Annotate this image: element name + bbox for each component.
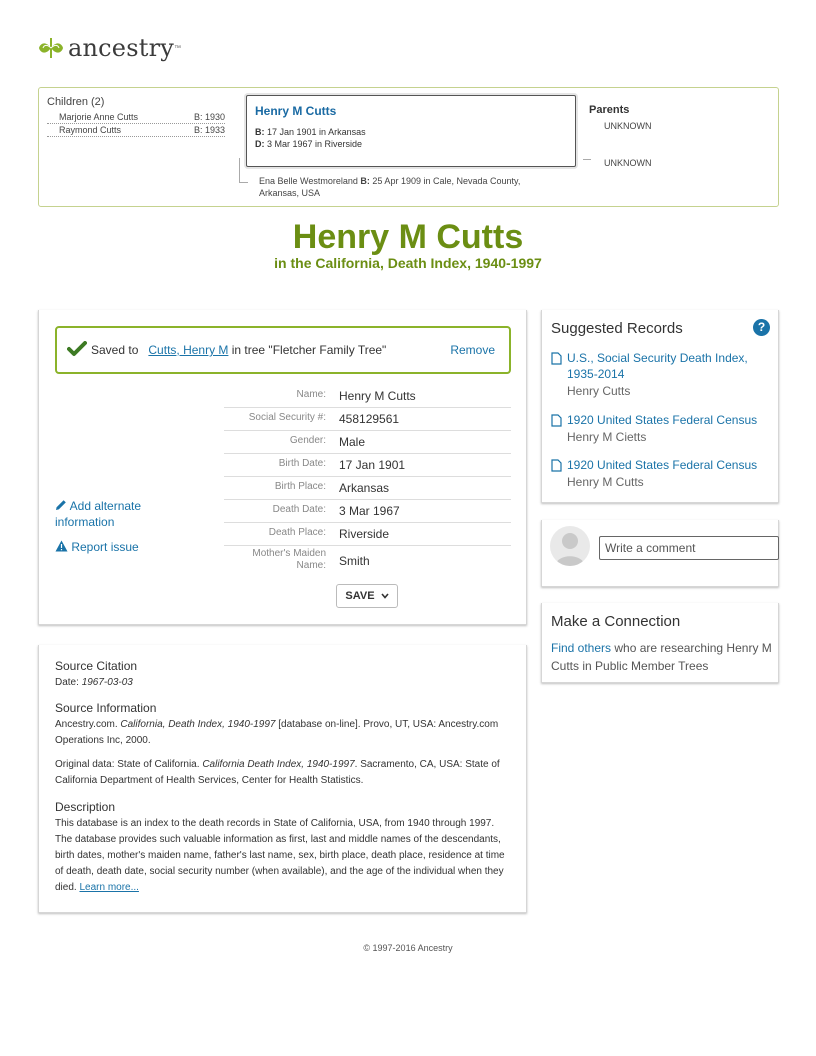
suggested-records-card <box>541 310 779 503</box>
suggested-record-item[interactable] <box>551 350 771 400</box>
page-title: Henry M Cutts <box>292 218 524 256</box>
warning-icon <box>55 540 68 552</box>
source-date: Date: 1967-03-03 <box>55 677 133 688</box>
family-group-panel <box>38 87 779 207</box>
document-icon <box>551 414 562 427</box>
make-connection-card <box>541 603 779 683</box>
add-alternate-label: Add alternate information <box>55 499 142 529</box>
field-label: Birth Place: <box>274 481 326 492</box>
field-value: Riverside <box>339 527 390 541</box>
save-label: SAVE <box>345 590 375 602</box>
trademark: ™ <box>174 44 182 52</box>
learn-more-link[interactable]: Learn more... <box>79 882 139 893</box>
suggested-record-title[interactable]: 1920 United States Federal Census <box>567 413 758 427</box>
suggested-record-person: Henry M Cietts <box>567 430 647 444</box>
field-row-ssn <box>224 408 511 431</box>
suggested-record-item[interactable] <box>551 412 771 446</box>
record-card <box>38 310 527 625</box>
children-title: Children (2) <box>47 96 105 108</box>
ancestry-logo[interactable] <box>38 34 181 62</box>
suggested-record-title[interactable]: 1920 United States Federal Census <box>567 458 758 472</box>
parents-title: Parents <box>589 104 630 116</box>
suggested-record-person: Henry Cutts <box>567 384 631 398</box>
child-name: Marjorie Anne Cutts <box>59 112 139 122</box>
chevron-down-icon <box>381 593 389 599</box>
field-row-gender <box>224 431 511 454</box>
find-others-link[interactable]: Find others <box>551 641 612 655</box>
field-value: 458129561 <box>339 412 400 426</box>
source-info-2: Original data: State of California. California Death Index, 1940-1997. Sacramento, CA, USA: State of California Department of Health Services, Center for Health Statistics. <box>55 759 500 786</box>
suggested-record-title[interactable]: U.S., Social Security Death Index, 1935-2014 <box>567 351 748 381</box>
person-name: Henry M Cutts <box>255 104 337 118</box>
comment-input[interactable]: Write a comment <box>599 536 779 560</box>
parent-mother[interactable]: UNKNOWN <box>604 158 652 168</box>
spouse-birth: 25 Apr 1909 in Cale, Nevada County, Arkansas, USA <box>259 176 521 198</box>
field-value: 17 Jan 1901 <box>339 458 406 472</box>
source-card <box>38 645 527 913</box>
report-issue-label: Report issue <box>71 540 139 554</box>
child-birth: B: 1933 <box>193 125 225 135</box>
person-death: D: 3 Mar 1967 in Riverside <box>255 139 363 149</box>
source-info-1: Ancestry.com. California, Death Index, 1940-1997 [database on-line]. Provo, UT, USA: Ancestry.com Operations Inc, 2000. <box>55 719 499 746</box>
field-row-name <box>224 385 511 408</box>
field-label: Mother's Maiden Name: <box>252 548 326 571</box>
user-silhouette-icon <box>550 526 590 566</box>
field-label: Death Place: <box>268 527 326 538</box>
field-value: Henry M Cutts <box>339 389 416 403</box>
add-alternate-info-link[interactable] <box>55 498 165 530</box>
person-birth: B: 17 Jan 1901 in Arkansas <box>255 127 366 137</box>
field-row-mothers-maiden-name <box>224 546 511 576</box>
field-label: Gender: <box>289 435 326 446</box>
child-row[interactable] <box>47 125 225 137</box>
source-info-title: Source Information <box>55 701 157 715</box>
brand-name: ancestry <box>68 34 175 62</box>
description-title: Description <box>55 800 116 814</box>
saved-person-link[interactable]: Cutts, Henry M <box>148 343 229 357</box>
field-row-birth-date <box>224 454 511 477</box>
suggested-records-title: Suggested Records <box>551 320 683 337</box>
footer-copyright: © 1997-2016 Ancestry <box>363 943 453 953</box>
saved-text: Saved to Cutts, Henry M in tree "Fletcher Family Tree" <box>91 343 387 357</box>
page-subtitle: in the California, Death Index, 1940-1997 <box>274 255 542 271</box>
description-text: This database is an index to the death records in State of California, USA, from 1940 through 1997. The database provides such valuable information as first, last and middle names of the descendants, birth dates, mother's maiden name, father's last name, sex, birth place, death place, residence at time of death, death date, social security number (when available), and the age of the individual when they died. Learn more... <box>55 818 505 893</box>
field-value: Male <box>339 435 366 449</box>
leaf-logo-icon <box>38 36 64 60</box>
field-value: Arkansas <box>339 481 390 495</box>
help-icon[interactable]: ? <box>753 319 770 336</box>
field-label: Name: <box>296 389 326 400</box>
field-row-death-place <box>224 523 511 546</box>
save-button[interactable] <box>336 584 398 608</box>
spouse-name: Ena Belle Westmoreland <box>259 176 358 186</box>
field-label: Death Date: <box>272 504 326 515</box>
child-birth: B: 1930 <box>193 112 225 122</box>
parent-father[interactable]: UNKNOWN <box>604 121 652 131</box>
field-label: Birth Date: <box>278 458 326 469</box>
field-value: 3 Mar 1967 <box>339 504 400 518</box>
field-label: Social Security #: <box>248 412 326 423</box>
field-row-birth-place <box>224 477 511 500</box>
document-icon <box>551 459 562 472</box>
suggested-record-item[interactable] <box>551 457 771 491</box>
field-value: Smith <box>339 554 370 568</box>
child-name: Raymond Cutts <box>59 125 122 135</box>
remove-link[interactable]: Remove <box>450 343 495 357</box>
child-row[interactable] <box>47 112 225 124</box>
parent-connector <box>583 159 591 160</box>
make-connection-title: Make a Connection <box>551 613 681 630</box>
avatar <box>550 526 590 566</box>
focus-person-card[interactable] <box>246 95 576 167</box>
report-issue-link[interactable] <box>55 540 139 554</box>
make-connection-text: Find others who are researching Henry M Cutts in Public Member Trees <box>551 641 772 673</box>
field-row-death-date <box>224 500 511 523</box>
source-citation-title: Source Citation <box>55 659 138 673</box>
saved-to-tree-banner <box>55 326 511 374</box>
check-icon <box>67 341 87 357</box>
spouse-entry[interactable]: Ena Belle Westmoreland B: 25 Apr 1909 in Cale, Nevada County, Arkansas, USA <box>259 176 521 198</box>
document-icon <box>551 352 562 365</box>
pencil-icon <box>55 499 67 511</box>
comment-card <box>541 520 779 587</box>
suggested-record-person: Henry M Cutts <box>567 475 644 489</box>
spouse-connector <box>239 158 248 183</box>
